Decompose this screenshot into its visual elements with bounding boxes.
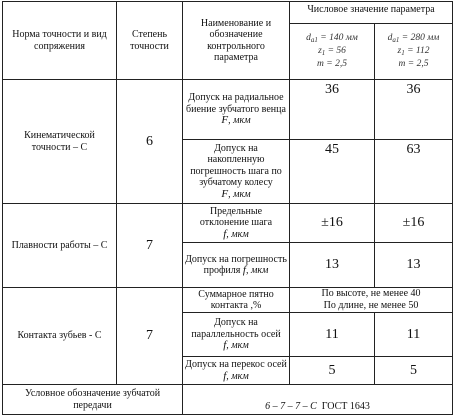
value-radial-runout-2: 36 xyxy=(375,80,453,140)
value-axis-parallelism-2: 11 xyxy=(375,313,453,357)
param-axis-parallelism: Допуск на параллельность осей f, мкм xyxy=(183,313,290,357)
value-axis-skew-2: 5 xyxy=(375,357,453,385)
gear-tolerance-table xyxy=(2,1,453,415)
header-norm: Норма точности и вид сопряжения xyxy=(3,2,117,80)
value-cumulative-pitch-2: 63 xyxy=(375,140,453,204)
param-pitch-deviation: Предельные отклонение шага f, мкм xyxy=(183,204,290,243)
param-contact-patch: Суммарное пятно контакта ,% xyxy=(183,288,290,313)
value-pitch-deviation-2: ±16 xyxy=(375,204,453,243)
value-axis-skew-1: 5 xyxy=(290,357,375,385)
degree-contact: 7 xyxy=(117,288,183,385)
value-cumulative-pitch-1: 45 xyxy=(290,140,375,204)
degree-kinematic: 6 xyxy=(117,80,183,204)
header-variant-2: $d_{a1} = 280$ мм $z_1 = 112$ m = 2,5 xyxy=(375,24,453,80)
value-profile-error-1: 13 xyxy=(290,243,375,288)
footer-label: Условное обозначение зубчатой передачи xyxy=(3,385,183,415)
param-cumulative-pitch: Допуск на накопленную погрешность шага по зубчатому колесу F, мкм xyxy=(183,140,290,204)
param-axis-skew: Допуск на перекос осей f, мкм xyxy=(183,357,290,385)
norm-smoothness: Плавности работы – С xyxy=(3,204,117,288)
degree-smoothness: 7 xyxy=(117,204,183,288)
header-degree: Степень точности xyxy=(117,2,183,80)
value-axis-parallelism-1: 11 xyxy=(290,313,375,357)
value-profile-error-2: 13 xyxy=(375,243,453,288)
norm-kinematic: Кинематической точности – С xyxy=(3,80,117,204)
param-profile-error: Допуск на погрешность профиля f, мкм xyxy=(183,243,290,288)
header-variant-1: $d_{a1} = 140$ мм $z_1 = 56$ m = 2,5 xyxy=(290,24,375,80)
value-contact-patch: По высоте, не менее 40 По длине, не менее 50 xyxy=(290,288,453,313)
norm-contact: Контакта зубьев - С xyxy=(3,288,117,385)
param-radial-runout: Допуск на радиальное биение зубчатого венца F, мкм xyxy=(183,80,290,140)
header-parameter: Наименование и обозначение контрольного параметра xyxy=(183,2,290,80)
value-pitch-deviation-1: ±16 xyxy=(290,204,375,243)
footer-designation: 6 – 7 – 7 – С ГОСТ 1643 xyxy=(183,385,453,415)
header-values: Числовое значение параметра xyxy=(290,2,453,24)
value-radial-runout-1: 36 xyxy=(290,80,375,140)
